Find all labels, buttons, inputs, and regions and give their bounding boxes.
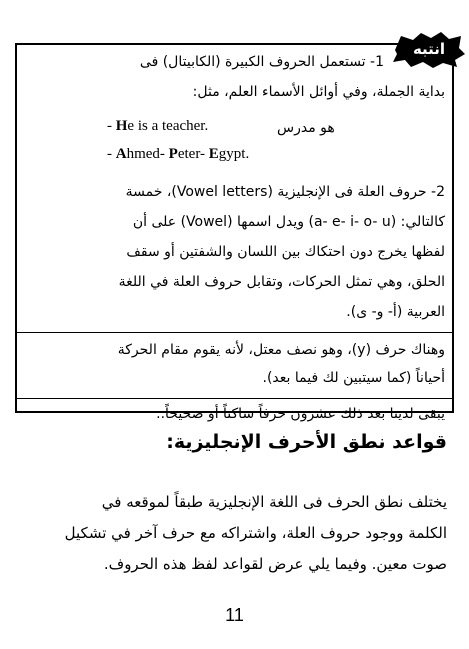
note-line-2: بداية الجملة، وفي أوائل الأسماء العلم، مثل: — [192, 84, 445, 100]
note-divider-2 — [15, 398, 454, 399]
note-line-6: الحلق، وهي تمثل الحركات، وتقابل حروف العلة في اللغة — [118, 274, 445, 290]
paragraph-line-2: الكلمة ووجود حروف العلة، واشتراكه مع حرف آخر في تشكيل — [64, 524, 447, 542]
note-line-10: يبقى لدينا بعد ذلك عشرون حرفاً ساكناً أو صحيحاً.. — [156, 406, 445, 422]
note-line-9: أحياناً (كما سيتبين لك فيما بعد). — [262, 370, 445, 386]
section-heading: قواعد نطق الأحرف الإنجليزية: — [166, 431, 447, 453]
note-line-3: 2- حروف العلة فى الإنجليزية (Vowel letters)، خمسة — [125, 184, 445, 200]
paragraph-line-1: يختلف نطق الحرف فى اللغة الإنجليزية طبقاً لموقعه في — [101, 493, 447, 511]
note-line-8: وهناك حرف (y)، وهو نصف معتل، لأنه يقوم مقام الحركة — [117, 342, 445, 358]
attention-badge-label: انتبه — [412, 40, 446, 58]
note-line-4: كالتالي: (a- e- i- o- u) ويدل اسمها (Vowel) على أن — [132, 214, 445, 230]
page-number: 11 — [225, 605, 244, 625]
note-line-5: لفظها يخرج دون احتكاك بين اللسان والشفتين أو سقف — [126, 244, 445, 260]
note-line-1: 1- تستعمل الحروف الكبيرة (الكابيتال) فى — [139, 54, 384, 70]
example-1-english: - He is a teacher. — [107, 118, 209, 134]
note-divider-1 — [15, 332, 454, 333]
example-1-arabic: هو مدرس — [277, 120, 335, 136]
note-line-7: العربية (أ- و- ى). — [346, 304, 445, 320]
example-2-english: - Ahmed- Peter- Egypt. — [107, 146, 250, 162]
paragraph-line-3: صوت معين. وفيما يلي عرض لقواعد لفظ هذه الحروف. — [103, 555, 447, 573]
